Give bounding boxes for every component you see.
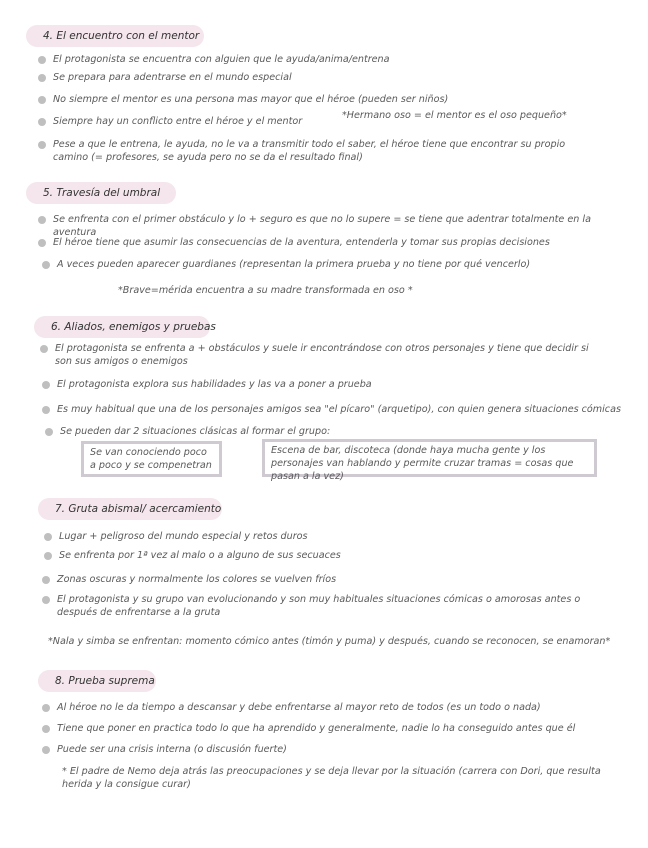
example-note: *Nala y simba se enfrentan: momento cómico antes (timón y puma) y después, cuando se reconocen, se enamoran*	[48, 636, 611, 647]
bullet: El héroe tiene que asumir las consecuencias de la aventura, entenderla y tomar sus propias decisiones	[38, 236, 598, 249]
bullet: Tiene que poner en practica todo lo que ha aprendido y generalmente, nadie lo ha conseguido antes que él	[42, 722, 622, 735]
situation-box-right: Escena de bar, discoteca (donde haya mucha gente y los personajes van hablando y permite cruzar tramas = cosas que pasan a la vez)	[262, 439, 597, 477]
bullet: Se enfrenta por 1ª vez al malo o a alguno de sus secuaces	[44, 549, 604, 562]
example-note: *Brave=mérida encuentra a su madre transformada en oso *	[118, 285, 413, 296]
example-note: *Hermano oso = el mentor es el oso pequeño*	[342, 110, 567, 121]
section-5-heading: 5. Travesía del umbral	[26, 182, 176, 204]
bullet: No siempre el mentor es una persona mas mayor que el héroe (pueden ser niños)	[38, 93, 598, 106]
bullet: Zonas oscuras y normalmente los colores se vuelven fríos	[42, 573, 602, 586]
bullet: A veces pueden aparecer guardianes (representan la primera prueba y no tiene por qué vencerlo)	[42, 258, 602, 271]
bullet: Siempre hay un conflicto entre el héroe y el mentor	[38, 115, 338, 128]
bullet: Al héroe no le da tiempo a descansar y debe enfrentarse al mayor reto de todos (es un todo o nada)	[42, 701, 622, 714]
situation-box-left: Se van conociendo poco a poco y se compenetran	[81, 441, 222, 477]
bullet: El protagonista y su grupo van evolucionando y son muy habituales situaciones cómicas o amorosas antes o después de enfrentarse a la gruta	[42, 593, 602, 619]
bullet: El protagonista se encuentra con alguien que le ayuda/anima/entrena	[38, 53, 598, 66]
section-6-heading: 6. Aliados, enemigos y pruebas	[34, 316, 210, 338]
section-8-heading: 8. Prueba suprema	[38, 670, 156, 692]
bullet: Se prepara para adentrarse en el mundo especial	[38, 71, 598, 84]
section-7-heading: 7. Gruta abismal/ acercamiento	[38, 498, 222, 520]
bullet: El protagonista explora sus habilidades y las va a poner a prueba	[42, 378, 602, 391]
bullet: Puede ser una crisis interna (o discusión fuerte)	[42, 743, 602, 756]
section-4-heading: 4. El encuentro con el mentor	[26, 25, 204, 47]
example-note: * El padre de Nemo deja atrás las preocupaciones y se deja llevar por la situación (carrera con Dori, que resulta herida y la consigue curar)	[62, 766, 601, 790]
bullet: Se enfrenta con el primer obstáculo y lo + seguro es que no lo supere = se tiene que adentrar totalmente en la aventura	[38, 213, 628, 239]
bullet: Se pueden dar 2 situaciones clásicas al formar el grupo:	[45, 425, 445, 438]
bullet: Lugar + peligroso del mundo especial y retos duros	[44, 530, 604, 543]
bullet: Pese a que le entrena, le ayuda, no le va a transmitir todo el saber, el héroe tiene que encontrar su propio camino (= profesores, se ayuda pero no se da el resultado final)	[38, 138, 598, 164]
bullet: El protagonista se enfrenta a + obstáculos y suele ir encontrándose con otros personajes y tiene que decidir si son sus amigos o enemigos	[40, 342, 608, 368]
bullet: Es muy habitual que una de los personajes amigos sea "el pícaro" (arquetipo), con quien genera situaciones cómicas	[42, 403, 622, 416]
